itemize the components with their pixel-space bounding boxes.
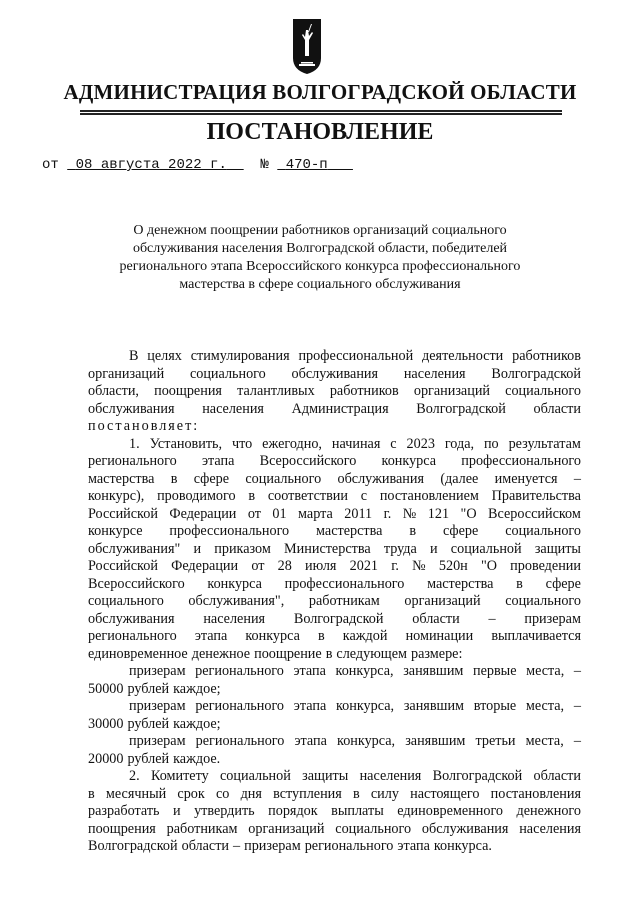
body-word: разработать xyxy=(88,803,160,819)
body-word: конкурса, xyxy=(336,698,395,714)
body-word: социального xyxy=(335,820,412,837)
body-line xyxy=(88,418,581,436)
body-word: утвердить xyxy=(194,803,255,819)
body-word: мастерства xyxy=(316,523,383,539)
body-line xyxy=(88,663,581,681)
body-line xyxy=(88,803,581,821)
body-word: порядок xyxy=(268,803,318,819)
body-line xyxy=(88,733,581,751)
body-word: 2. xyxy=(129,768,140,784)
body-line xyxy=(88,558,581,576)
body-word: следующем xyxy=(336,645,407,662)
body-line xyxy=(88,786,581,804)
body-word: 1. xyxy=(129,435,140,452)
body-word: области xyxy=(533,400,581,417)
body-word: марта xyxy=(298,505,333,522)
body-word: № xyxy=(402,505,417,522)
title-line: регионального этапа Всероссийского конкурса профессионального xyxy=(119,259,521,274)
header-rule-top xyxy=(80,110,562,112)
body-line xyxy=(88,576,581,594)
body-line xyxy=(88,751,581,769)
body-word: регионального xyxy=(195,733,285,749)
body-word: рублей xyxy=(127,715,170,732)
body-word: и xyxy=(430,540,438,557)
body-word: Волгоградской xyxy=(432,768,523,784)
body-word: № xyxy=(412,558,426,574)
body-word: сфере xyxy=(193,470,230,487)
body-word: обслуживания xyxy=(421,820,509,837)
body-word: и xyxy=(172,803,181,819)
body-word: 20000 xyxy=(88,750,124,767)
body-word: Волгоградской xyxy=(293,610,384,627)
body-line xyxy=(88,366,581,384)
body-word: Волгоградской xyxy=(416,400,506,417)
body-word: социального xyxy=(505,523,581,539)
body-word: ежегодно, xyxy=(262,435,322,452)
body-word: каждое. xyxy=(173,750,221,767)
body-word: выплаты xyxy=(331,803,384,819)
body-word: регионального xyxy=(195,698,285,714)
organization-name: АДМИНИСТРАЦИЯ ВОЛГОГРАДСКОЙ ОБЛАСТИ xyxy=(63,80,577,104)
body-word: Всероссийском xyxy=(488,505,581,522)
body-word: и xyxy=(193,540,202,557)
body-word: призерам xyxy=(524,610,581,627)
body-line xyxy=(88,698,581,716)
body-word: защиты xyxy=(302,768,349,784)
body-word: рублей xyxy=(127,680,170,697)
body-word: регионального xyxy=(195,663,284,679)
body-word: регионального xyxy=(88,628,177,644)
body-word: постановлением xyxy=(379,488,479,504)
document-title xyxy=(0,222,640,294)
body-word: регионального xyxy=(88,453,177,469)
body-word: места, xyxy=(525,733,564,749)
body-word: населения xyxy=(403,365,466,382)
body-word: талантливых xyxy=(237,383,315,399)
body-word: места, xyxy=(526,663,565,679)
body-word: призерам xyxy=(244,838,301,854)
body-word: размере: xyxy=(411,645,463,662)
body-word: каждое; xyxy=(173,680,221,697)
body-word: социального xyxy=(505,383,581,399)
body-line xyxy=(88,436,581,454)
body-line xyxy=(88,541,581,559)
body-line xyxy=(88,646,581,664)
body-word: социального xyxy=(245,470,322,487)
body-word: конкурса xyxy=(245,628,300,644)
body-word: Правительства xyxy=(491,488,581,504)
body-word: конкурса. xyxy=(433,838,492,854)
body-word: в xyxy=(88,785,95,802)
body-word: проведении xyxy=(510,558,581,574)
body-word: июля xyxy=(304,558,337,574)
body-word: мастерства xyxy=(88,470,155,487)
body-word: области, xyxy=(88,383,139,399)
body-word: профессионального xyxy=(461,453,581,469)
body-word: обслуживания", xyxy=(188,593,285,609)
date-number-line xyxy=(42,157,353,173)
body-word: единовременное xyxy=(88,645,188,662)
body-word: именуется xyxy=(494,470,558,487)
body-word: 50000 xyxy=(88,680,124,697)
body-word: – xyxy=(573,663,581,679)
body-word: с xyxy=(360,488,368,504)
body-word: стимулирования xyxy=(190,348,290,364)
document-type: ПОСТАНОВЛЕНИЕ xyxy=(206,119,434,145)
body-word: мастерства xyxy=(427,575,494,592)
body-line xyxy=(88,453,581,471)
body-word: 01 xyxy=(272,505,287,522)
body-word: – xyxy=(573,698,581,714)
body-word: третьи xyxy=(475,733,516,749)
title-line: обслуживания населения Волгоградской области, победителей xyxy=(132,241,508,256)
body-word: Администрация xyxy=(291,400,389,417)
body-word: что xyxy=(232,435,253,452)
document-date: 08 августа 2022 г. xyxy=(75,157,227,173)
body-word: конкурс), xyxy=(88,488,145,504)
body-word: призерам xyxy=(129,663,186,679)
body-word: организаций xyxy=(88,365,165,382)
body-word: – xyxy=(233,838,241,854)
body-word: обслуживания xyxy=(88,400,175,417)
body-word: труда xyxy=(383,540,417,557)
body-word: в xyxy=(170,470,178,487)
body-word: 520н xyxy=(438,558,468,574)
body-word: области xyxy=(412,610,460,627)
body-word: денежного xyxy=(516,803,581,819)
body-word: единовременного xyxy=(397,803,504,819)
body-word: места, xyxy=(525,698,565,714)
body-word: обслуживания" xyxy=(88,540,181,557)
body-word: обслуживания xyxy=(291,365,379,382)
body-line xyxy=(88,383,581,401)
body-line xyxy=(88,768,581,786)
body-line xyxy=(88,488,581,506)
body-word: г. xyxy=(383,505,392,522)
body-word: организаций xyxy=(404,593,481,609)
body-word: социального xyxy=(189,365,266,382)
body-word: профессиональной xyxy=(298,348,414,364)
title-line: мастерства в сфере социального обслуживания xyxy=(179,277,461,292)
body-word: 2021 xyxy=(349,558,378,574)
body-word: 121 xyxy=(427,505,450,522)
body-word: в xyxy=(352,785,360,802)
body-word: социальной xyxy=(220,768,291,784)
body-word: месячный xyxy=(105,785,167,802)
title-line: О денежном поощрении работников организаций социального xyxy=(133,223,507,238)
body-word: вторые xyxy=(473,698,517,714)
body-word: целях xyxy=(147,348,182,364)
body-word: обслуживания xyxy=(88,610,175,627)
body-word: 2023 xyxy=(406,435,435,452)
body-word: этапа xyxy=(293,663,326,679)
body-word: этапа xyxy=(293,698,327,714)
body-word: с xyxy=(390,435,397,452)
body-line-text: постановляет: xyxy=(88,418,200,434)
body-word: в xyxy=(248,488,256,504)
body-word: "О xyxy=(460,505,477,522)
body-word: занявшим xyxy=(403,663,464,679)
body-word: от xyxy=(251,558,265,574)
body-word: Всероссийского xyxy=(88,575,185,592)
body-word: социального xyxy=(88,593,164,609)
body-word: со xyxy=(215,785,230,802)
date-prefix: от xyxy=(42,157,59,173)
body-word: конкурса xyxy=(381,453,437,469)
body-word: занявшим xyxy=(405,733,466,749)
body-word: (далее xyxy=(440,470,479,487)
body-word: – xyxy=(488,610,496,627)
body-word: Волгоградской xyxy=(88,838,178,854)
body-line xyxy=(88,838,581,856)
body-word: силу xyxy=(370,785,399,802)
body-line xyxy=(88,593,581,611)
body-word: В xyxy=(129,348,139,364)
header-rule-bottom xyxy=(80,113,562,115)
body-word: Российской xyxy=(88,505,158,522)
body-word: сфере xyxy=(545,575,581,592)
body-word: начиная xyxy=(331,435,381,452)
body-word: постановления xyxy=(490,785,581,802)
body-word: в xyxy=(409,523,417,539)
body-word: Федерации xyxy=(171,558,239,574)
body-word: – xyxy=(573,733,581,749)
body-word: Российской xyxy=(88,558,158,574)
body-word: 2011 xyxy=(344,505,373,522)
body-word: выплачивается xyxy=(491,628,581,644)
body-word: поощрение xyxy=(254,645,322,662)
body-word: занявшим xyxy=(403,698,465,714)
body-line xyxy=(88,821,581,839)
body-word: поощрения xyxy=(88,820,156,837)
body-word: профессионального xyxy=(284,575,405,592)
body-word: поощрения xyxy=(154,383,222,399)
body-line xyxy=(88,348,581,366)
body-word: года, xyxy=(444,435,475,452)
body-word: первые xyxy=(473,663,517,679)
body-line xyxy=(88,401,581,419)
body-word: этапа xyxy=(201,453,235,469)
body-word: организаций xyxy=(413,383,491,399)
body-word: призерам xyxy=(129,733,186,749)
body-word: каждое; xyxy=(173,715,221,732)
body-line xyxy=(88,611,581,629)
body-word: конкурса, xyxy=(337,733,396,749)
body-word: г. xyxy=(391,558,399,574)
body-word: приказом xyxy=(214,540,271,557)
body-line xyxy=(88,716,581,734)
body-word: в xyxy=(325,645,333,662)
body-word: регионального xyxy=(304,838,394,854)
body-word: от xyxy=(247,505,261,522)
body-word: области xyxy=(181,838,230,854)
body-word: конкурса xyxy=(207,575,262,592)
body-word: социальной xyxy=(450,540,522,557)
body-word: сфере xyxy=(442,523,479,539)
body-word: профессионального xyxy=(169,523,290,539)
body-word: проводимого xyxy=(157,488,236,504)
body-word: Всероссийского xyxy=(259,453,357,469)
body-word: этапа xyxy=(194,628,228,644)
body-word: обслуживания xyxy=(337,470,424,487)
body-word: Министерства xyxy=(284,540,371,557)
body-word: по xyxy=(483,435,499,452)
body-word: в xyxy=(317,628,325,644)
body-word: – xyxy=(573,470,581,487)
body-line xyxy=(88,681,581,699)
body-word: организаций xyxy=(248,820,325,837)
body-word: Волгоградской xyxy=(491,365,581,382)
body-word: работников xyxy=(512,348,581,364)
document-number: 470-п xyxy=(285,157,328,173)
number-prefix: № xyxy=(260,157,269,173)
body-word: соответствии xyxy=(267,488,348,504)
body-word: результатам xyxy=(508,435,581,452)
body-word: каждой xyxy=(342,628,388,644)
body-word: 28 xyxy=(277,558,292,574)
body-word: защиты xyxy=(534,540,581,557)
body-word: работникам xyxy=(166,820,238,837)
body-word: населения xyxy=(519,820,581,837)
body-word: номинации xyxy=(405,628,474,644)
body-word: конкурса, xyxy=(335,663,394,679)
body-word: работникам xyxy=(308,593,380,609)
body-word: призерам xyxy=(129,698,186,714)
body-word: социального xyxy=(505,593,581,609)
body-word: рублей xyxy=(127,750,170,767)
body-line xyxy=(88,506,581,524)
body-word: 30000 xyxy=(88,715,124,732)
body-word: населения xyxy=(202,400,264,417)
body-word: населения xyxy=(203,610,266,627)
body-word: в xyxy=(516,575,523,592)
body-word: области xyxy=(533,768,581,784)
body-word: конкурсе xyxy=(88,523,143,539)
body-word: настоящего xyxy=(410,785,480,802)
body-line xyxy=(88,628,581,646)
coat-of-arms-icon xyxy=(292,18,322,75)
body-word: Комитету xyxy=(150,768,209,784)
body-word: работников xyxy=(329,383,399,399)
body-word: дня xyxy=(240,785,262,802)
body-word: Федерации xyxy=(169,505,237,522)
body-word: Установить, xyxy=(149,435,223,452)
body-word: срок xyxy=(177,785,205,802)
body-word: этапа xyxy=(397,838,430,854)
body-line xyxy=(88,523,581,541)
body-word: деятельности xyxy=(422,348,504,364)
body-word: денежное xyxy=(191,645,251,662)
body-word: этапа xyxy=(294,733,327,749)
document-body xyxy=(88,348,581,856)
body-line xyxy=(88,471,581,489)
body-word: вступления xyxy=(273,785,342,802)
body-word: населения xyxy=(359,768,422,784)
body-word: "О xyxy=(480,558,497,574)
